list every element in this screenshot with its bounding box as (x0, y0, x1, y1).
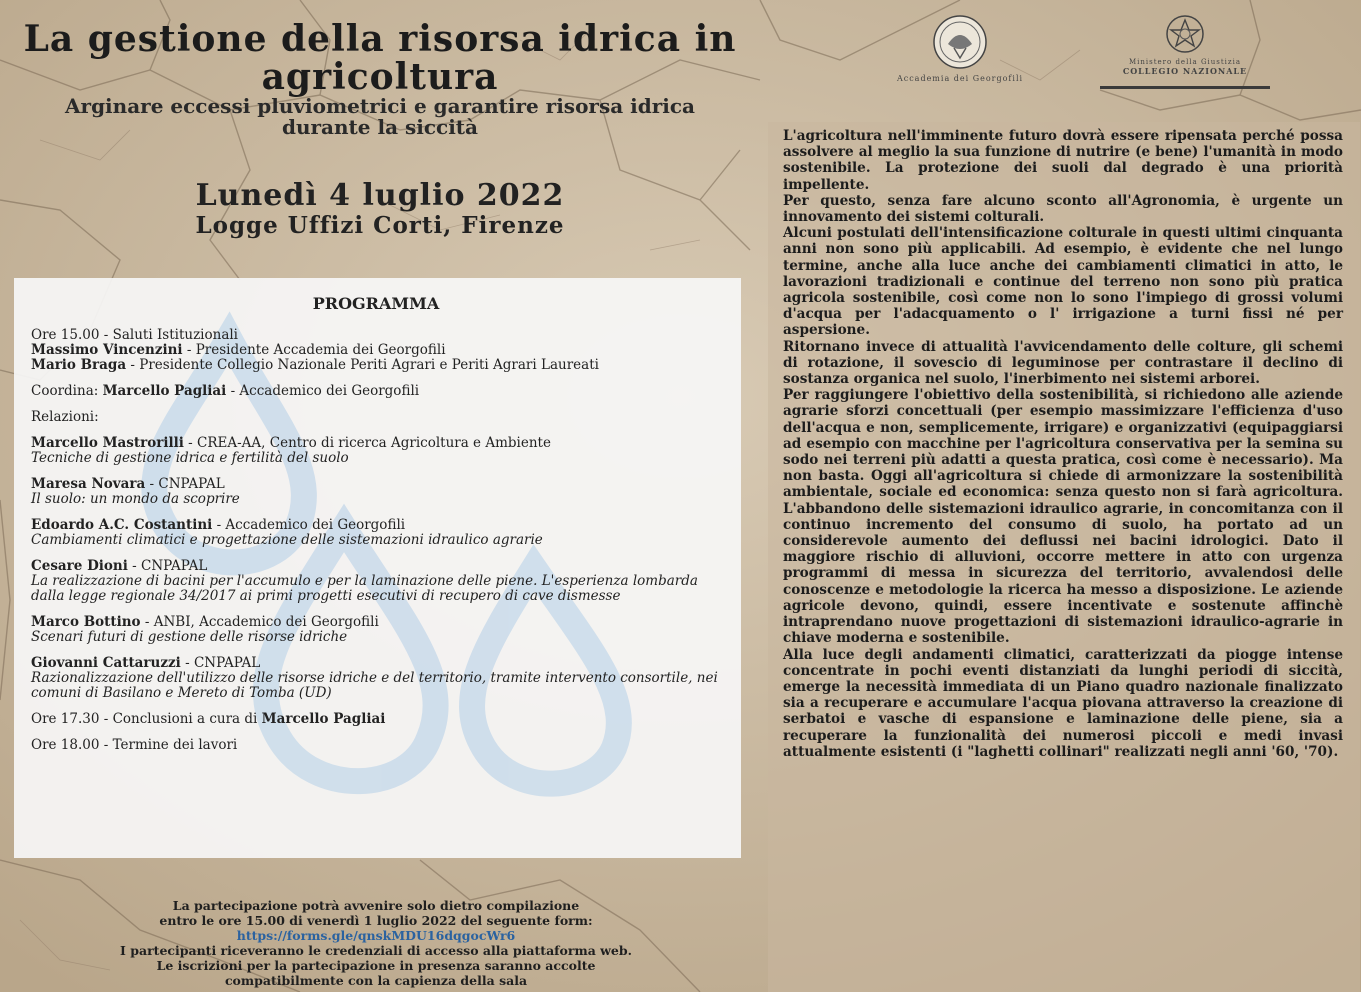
body-paragraph: L'agricoltura nell'imminente futuro dovrà essere ripensata perché possa assolvere al meglio la sua funzione di nutrire (e bene) l'umanità in modo sostenibile. La protezione dei suoli dal degrado è una priorità impellente. (783, 128, 1343, 193)
registration-line: entro le ore 15.00 di venerdì 1 luglio 2022 del seguente form: (159, 913, 593, 928)
georgofili-logo (855, 14, 1065, 83)
end-line (31, 738, 721, 753)
opening-time: Ore 15.00 (31, 327, 100, 343)
speaker-name: Cesare Dioni (31, 558, 128, 574)
registration-line: Le iscrizioni per la partecipazione in presenza saranno accolte (156, 958, 596, 973)
collegio-underline (1100, 85, 1270, 91)
opening-label: - Saluti Istituzionali (99, 327, 238, 343)
speaker-name: Marcello Mastrorilli (31, 435, 184, 451)
programme-heading: PROGRAMMA (312, 294, 440, 313)
italian-emblem-icon (1145, 14, 1225, 54)
event-info (20, 180, 740, 240)
greeter (31, 358, 721, 373)
ministry-caption: Ministero della Giustizia (1128, 58, 1242, 66)
body-text (783, 128, 1343, 760)
talk-item (31, 559, 721, 604)
speaker-role: - ANBI, Accademico dei Georgofili (140, 614, 379, 630)
talk-item (31, 656, 721, 701)
end-label: - Termine dei lavori (99, 737, 238, 753)
talk-item (31, 477, 721, 507)
talk-title: Il suolo: un mondo da scoprire (31, 491, 240, 507)
closing-time: Ore 17.30 (31, 711, 100, 727)
speaker-role: - CNPAPAL (180, 655, 261, 671)
collegio-caption: COLLEGIO NAZIONALE (1122, 66, 1248, 76)
closing-line (31, 712, 721, 727)
opening-line (31, 328, 721, 343)
coordinator-line (31, 384, 721, 399)
speaker-role: - CREA-AA, Centro di ricerca Agricoltura e Ambiente (183, 435, 551, 451)
programme-panel (14, 278, 741, 858)
greeter-name: Massimo Vincenzini (31, 342, 183, 358)
talk-title: Tecniche di gestione idrica e fertilità del suolo (31, 450, 349, 466)
talk-title: Scenari futuri di gestione delle risorse idriche (31, 629, 348, 645)
talk-item (31, 615, 721, 645)
relazioni-label: Relazioni: (31, 409, 99, 425)
coordinator-label: Coordina: (31, 383, 103, 399)
body-paragraph: Per raggiungere l'obiettivo della sostenibilità, si richiedono alle aziende agrarie sforzi concettuali (per esempio massimizzare l'efficienza d'uso dell'acqua e non, semplicemente, irrigare) e organizzativi (equipaggiarsi ad esempio con macchine per l'agricoltura conservativa per la semina su sodo nei terreni più adatti a questa pratica, così come è necessario). Ma non basta. Oggi all'agricoltura si chiede di armonizzare la sostenibilità ambientale, sociale ed economica: senza questo non si farà agricoltura. L'abbandono delle sistemazioni idraulico agrarie, in concomitanza con il continuo incremento del consumo di suolo, ha portato ad un considerevole aumento dei deflussi nei bacini idrologici. Dato il maggiore rischio di alluvioni, occorre mettere in atto con urgenza programmi di messa in sicurezza del territorio, avvalendosi delle conoscenze e metodologie la ricerca ha messo a disposizione. Le aziende agricole devono, quindi, essere incentivate e sostenute affinchè intraprendano nuove progettazioni di sistemazioni idraulico-agrarie in chiave moderna e sostenibile. (783, 387, 1343, 647)
closing-name: Marcello Pagliai (261, 711, 386, 727)
collegio-logo (1095, 14, 1275, 95)
greeter-role: - Presidente Accademia dei Georgofili (182, 342, 446, 358)
page-title: La gestione della risorsa idrica in agricoltura (23, 18, 737, 98)
speaker-name: Giovanni Cattaruzzi (31, 655, 181, 671)
title-block (20, 20, 740, 138)
opening-block (31, 328, 721, 373)
speaker-role: - Accademico dei Georgofili (212, 517, 406, 533)
registration-form-link[interactable]: https://forms.gle/qnskMDU16dqgocWr6 (236, 928, 516, 943)
registration-info (0, 898, 752, 988)
coordinator-role: - Accademico dei Georgofili (226, 383, 420, 399)
speaker-name: Marco Bottino (31, 614, 141, 630)
registration-line: I partecipanti riceveranno le credenziali di accesso alla piattaforma web. (120, 943, 632, 958)
speaker-role: - CNPAPAL (145, 476, 225, 492)
greeter-role: - Presidente Collegio Nazionale Periti Agrari e Periti Agrari Laureati (126, 357, 599, 373)
page-subtitle: Arginare eccessi pluviometrici e garantire risorsa idrica durante la siccità (65, 94, 695, 139)
talk-title: Razionalizzazione dell'utilizzo delle risorse idriche e del territorio, tramite intervento consortile, nei comuni di Basilano e Mereto di Tomba (UD) (31, 670, 718, 701)
closing-label: - Conclusioni a cura di (99, 711, 262, 727)
registration-line: La partecipazione potrà avvenire solo dietro compilazione (172, 898, 580, 913)
registration-line: compatibilmente con la capienza della sala (224, 973, 528, 988)
event-place: Logge Uffizi Corti, Firenze (195, 212, 565, 239)
talk-title: Cambiamenti climatici e progettazione delle sistemazioni idraulico agrarie (31, 532, 543, 548)
georgofili-caption: Accademia dei Georgofili (896, 74, 1024, 83)
body-paragraph: Per questo, senza fare alcuno sconto all'Agronomia, è urgente un innovamento dei sistemi colturali. (783, 192, 1343, 226)
coordinator-name: Marcello Pagliai (102, 383, 227, 399)
speaker-role: - CNPAPAL (127, 558, 208, 574)
logos (855, 14, 1275, 86)
georgofili-seal-icon (908, 14, 1013, 70)
greeter (31, 343, 721, 358)
body-paragraph: Alcuni postulati dell'intensificazione colturale in questi ultimi cinquanta anni non sono più applicabili. Ad esempio, è evidente che nel lungo termine, anche alla luce anche dei cambiamenti climatici in atto, le lavorazioni tradizionali e continue del terreno non sono più pratica agricola sostenibile, così come non lo sono l'impiego di grossi volumi d'acqua per l'adacquamento o l' irrigazione a turni fissi né per aspersione. (783, 225, 1343, 339)
talk-title: La realizzazione di bacini per l'accumulo e per la laminazione delle piene. L'esperienza lombarda dalla legge regionale 34/2017 ai primi progetti esecutivi di recupero di cave dismesse (31, 573, 698, 604)
speaker-name: Edoardo A.C. Costantini (31, 517, 213, 533)
talk-item (31, 518, 721, 548)
programme-content (31, 296, 721, 764)
event-date: Lunedì 4 luglio 2022 (195, 178, 565, 213)
greeter-name: Mario Braga (31, 357, 127, 373)
body-paragraph: Alla luce degli andamenti climatici, caratterizzati da piogge intense concentrate in pochi eventi distanziati da lunghi periodi di siccità, emerge la necessità immediata di un Piano quadro nazionale finalizzato sia a recuperare e accumulare l'acqua piovana attraverso la creazione di serbatoi e vasche di espansione e laminazione delle piene, sia a recuperare la funzionalità dei numerosi piccoli e medi invasi attualmente esistenti (i "laghetti collinari" realizzati negli anni '60, '70). (783, 646, 1343, 760)
body-paragraph: Ritornano invece di attualità l'avvicendamento delle colture, gli schemi di rotazione, il sovescio di leguminose per contrastare il declino di sostanza organica nel suolo, l'inerbimento nei sistemi arborei. (783, 338, 1343, 388)
speaker-name: Maresa Novara (31, 476, 146, 492)
talk-item (31, 436, 721, 466)
end-time: Ore 18.00 (31, 737, 100, 753)
